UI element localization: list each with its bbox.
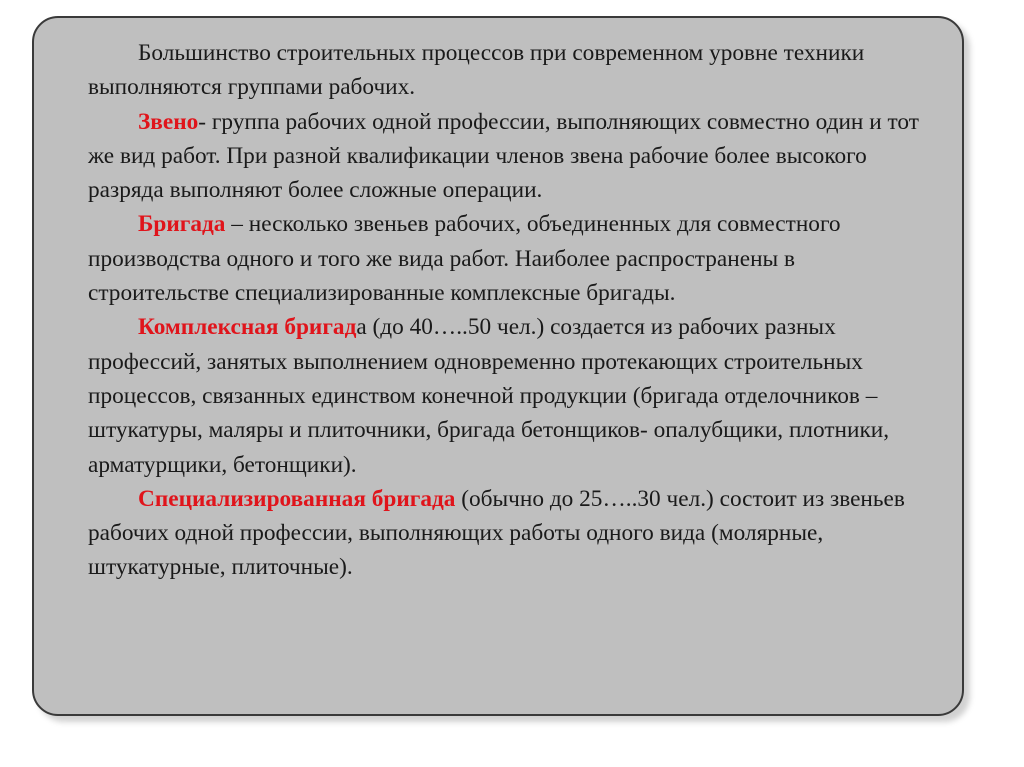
paragraph-brigada xyxy=(88,207,938,310)
paragraph-intro-text: Большинство строительных процессов при современном уровне техники выполняются группами рабочих. xyxy=(88,40,865,101)
paragraph-complex-brigade-text: (до 40…..50 чел.) создается из рабочих разных профессий, занятых выполнением одновременно протекающих строительных процессов, связанных единством конечной продукции (бригада отделочников – штукатуры, маляры и плиточники, бригада бетонщиков- опалубщики, плотники, арматурщики, бетонщики). xyxy=(88,314,890,478)
term-complex-brigade: Комплексная бригад xyxy=(138,314,357,341)
term-specialized-brigade: Специализированная бригада xyxy=(138,485,456,512)
term-zveno: Звено xyxy=(138,108,199,135)
paragraph-zveno-text: - группа рабочих одной профессии, выполняющих совместно один и тот же вид работ. При разной квалификации членов звена рабочие более высокого разряда выполняют более сложные операции. xyxy=(88,108,919,204)
paragraph-intro xyxy=(88,36,938,105)
paragraph-specialized-brigade-text: (обычно до 25…..30 чел.) состоит из звеньев рабочих одной профессии, выполняющих работы одного вида (молярные, штукатурные, плиточные). xyxy=(88,485,905,581)
paragraph-specialized-brigade xyxy=(88,482,938,585)
paragraph-brigada-text: – несколько звеньев рабочих, объединенных для совместного производства одного и того же вида работ. Наиболее распространены в строительстве специализированные комплексные бригады. xyxy=(88,211,841,307)
paragraph-zveno xyxy=(88,105,938,208)
paragraph-complex-brigade xyxy=(88,310,938,481)
text-body xyxy=(88,36,938,585)
term-complex-brigade-tail: а xyxy=(356,314,367,341)
term-brigada: Бригада xyxy=(138,211,226,238)
